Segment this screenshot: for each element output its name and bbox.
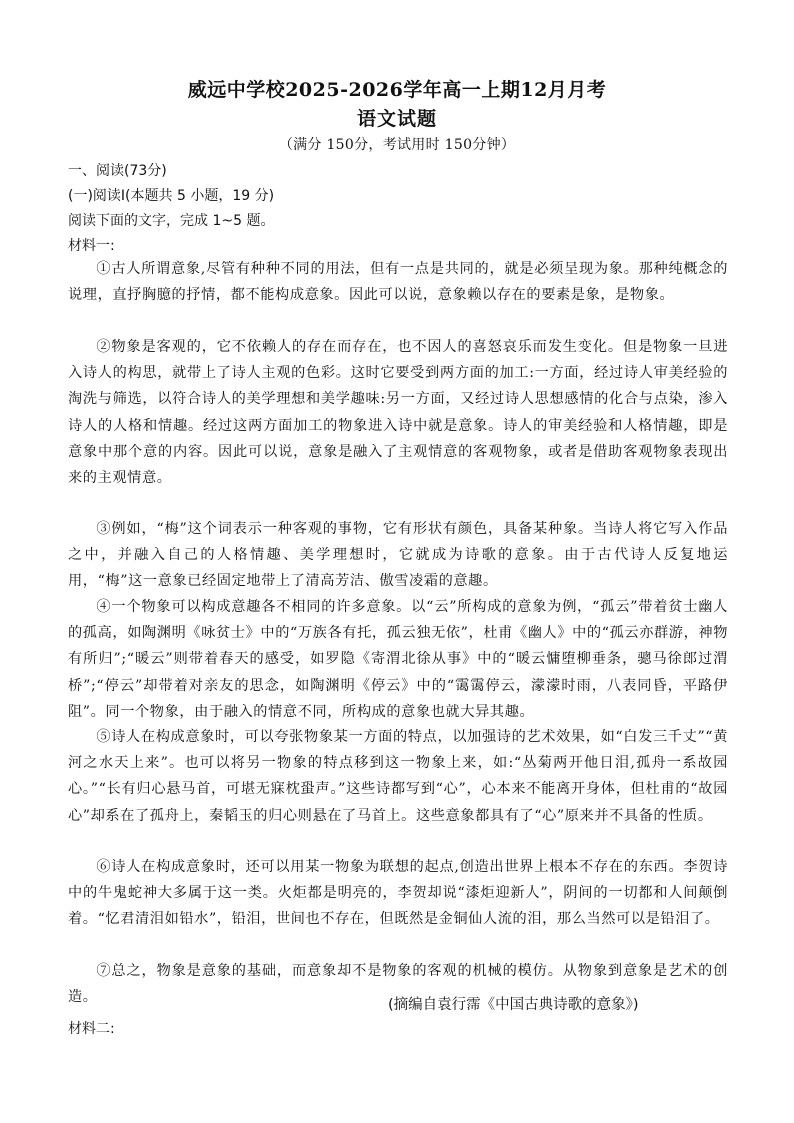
instruction: 阅读下面的文字，完成 1~5 题。: [68, 213, 275, 229]
paragraph-6: ⑥诗人在构成意象时，还可以用某一物象为联想的起点,创造出世界上根本不存在的东西。李贺诗中的牛鬼蛇神大多属于这一类。火炬都是明亮的，李贺却说“漆炬迎新人”，阴间的一切都和人间颠倒着。“忆君清泪如铅水”，铅泪，世间也不存在，但既然是金铜仙人流的泪，那么当然可以是铅泪了。: [68, 859, 728, 928]
paragraph-7: ⑦总之，物象是意象的基础，而意象却不是物象的客观的机械的模仿。从物象到意象是艺术的创造。: [68, 963, 728, 1006]
paragraph-2: ②物象是客观的，它不依赖人的存在而存在，也不因人的喜怒哀乐而发生变化。但是物象一旦进入诗人的构思，就带上了诗人主观的色彩。这时它要受到两方面的加工:一方面，经过诗人审美经验的淘洗与筛选，以符合诗人的美学理想和美学趣味:另一方面，又经过诗人思想感情的化合与点染，渗入诗人的人格和情趣。经过这两方面加工的物象进入诗中就是意象。诗人的审美经验和人格情趣，即是意象中那个意的内容。因此可以说，意象是融入了主观情意的客观物象，或者是借助客观物象表现出来的主观情意。: [68, 339, 728, 487]
paragraph-1: ①古人所谓意象,尽管有种种不同的用法，但有一点是共同的，就是必须呈现为象。那种纯概念的说理，直抒胸臆的抒情，都不能构成意象。因此可以说，意象赖以存在的要素是象，是物象。: [68, 261, 728, 304]
paragraph-3: ③例如，“梅”这个词表示一种客观的事物，它有形状有颜色，具备某种象。当诗人将它写入作品之中，并融入自己的人格情趣、美学理想时，它就成为诗歌的意象。由于古代诗人反复地运用，“梅”这一意象已经固定地带上了清高芳洁、傲雪凌霜的意趣。: [68, 521, 728, 590]
paragraph-4: ④一个物象可以构成意趣各不相同的许多意象。以“云”所构成的意象为例，“孤云”带着贫士幽人的孤高，如陶渊明《咏贫士》中的“万族各有托，孤云独无依”，杜甫《幽人》中的“孤云亦群游，神物有所归”;“暖云”则带着春天的感受，如罗隐《寄渭北徐从事》中的“暖云慵堕柳垂条，骢马徐郎过渭桥”;“停云”却带着对亲友的思念，如陶渊明《停云》中的“霭霭停云，濛濛时雨，八表同昏，平路伊阻”。同一个物象，由于融入的情意不同，所构成的意象也就大异其趣。: [68, 599, 728, 720]
sub-heading: (一)阅读I(本题共 5 小题，19 分): [68, 188, 275, 204]
exam-info: （满分 150分，考试用时 150分钟）: [278, 137, 516, 153]
exam-title: 威远中学校2025-2026学年高一上期12月月考: [187, 79, 607, 101]
source-citation: (摘编自袁行霈《中国古典诗歌的意象》): [388, 997, 639, 1013]
paragraph-5: ⑤诗人在构成意象时，可以夸张物象某一方面的特点，以加强诗的艺术效果，如“白发三千丈”“黄河之水天上来”。也可以将另一物象的特点移到这一物象上来，如:“丛菊两开他日泪,孤舟一系故园心。”“长有归心悬马首，可堪无寐枕蛩声。”这些诗都写到“心”，心本来不能离开身体，但杜甫的“故园心”却系在了孤舟上，秦韬玉的归心则悬在了马首上。这些意象都具有了“心”原来并不具备的性质。: [68, 729, 728, 824]
section-heading: 一、阅读(73分): [68, 163, 167, 179]
material-1-label: 材料一:: [68, 238, 115, 254]
material-2-label: 材料二:: [68, 1021, 115, 1037]
subject-title: 语文试题: [356, 108, 437, 130]
